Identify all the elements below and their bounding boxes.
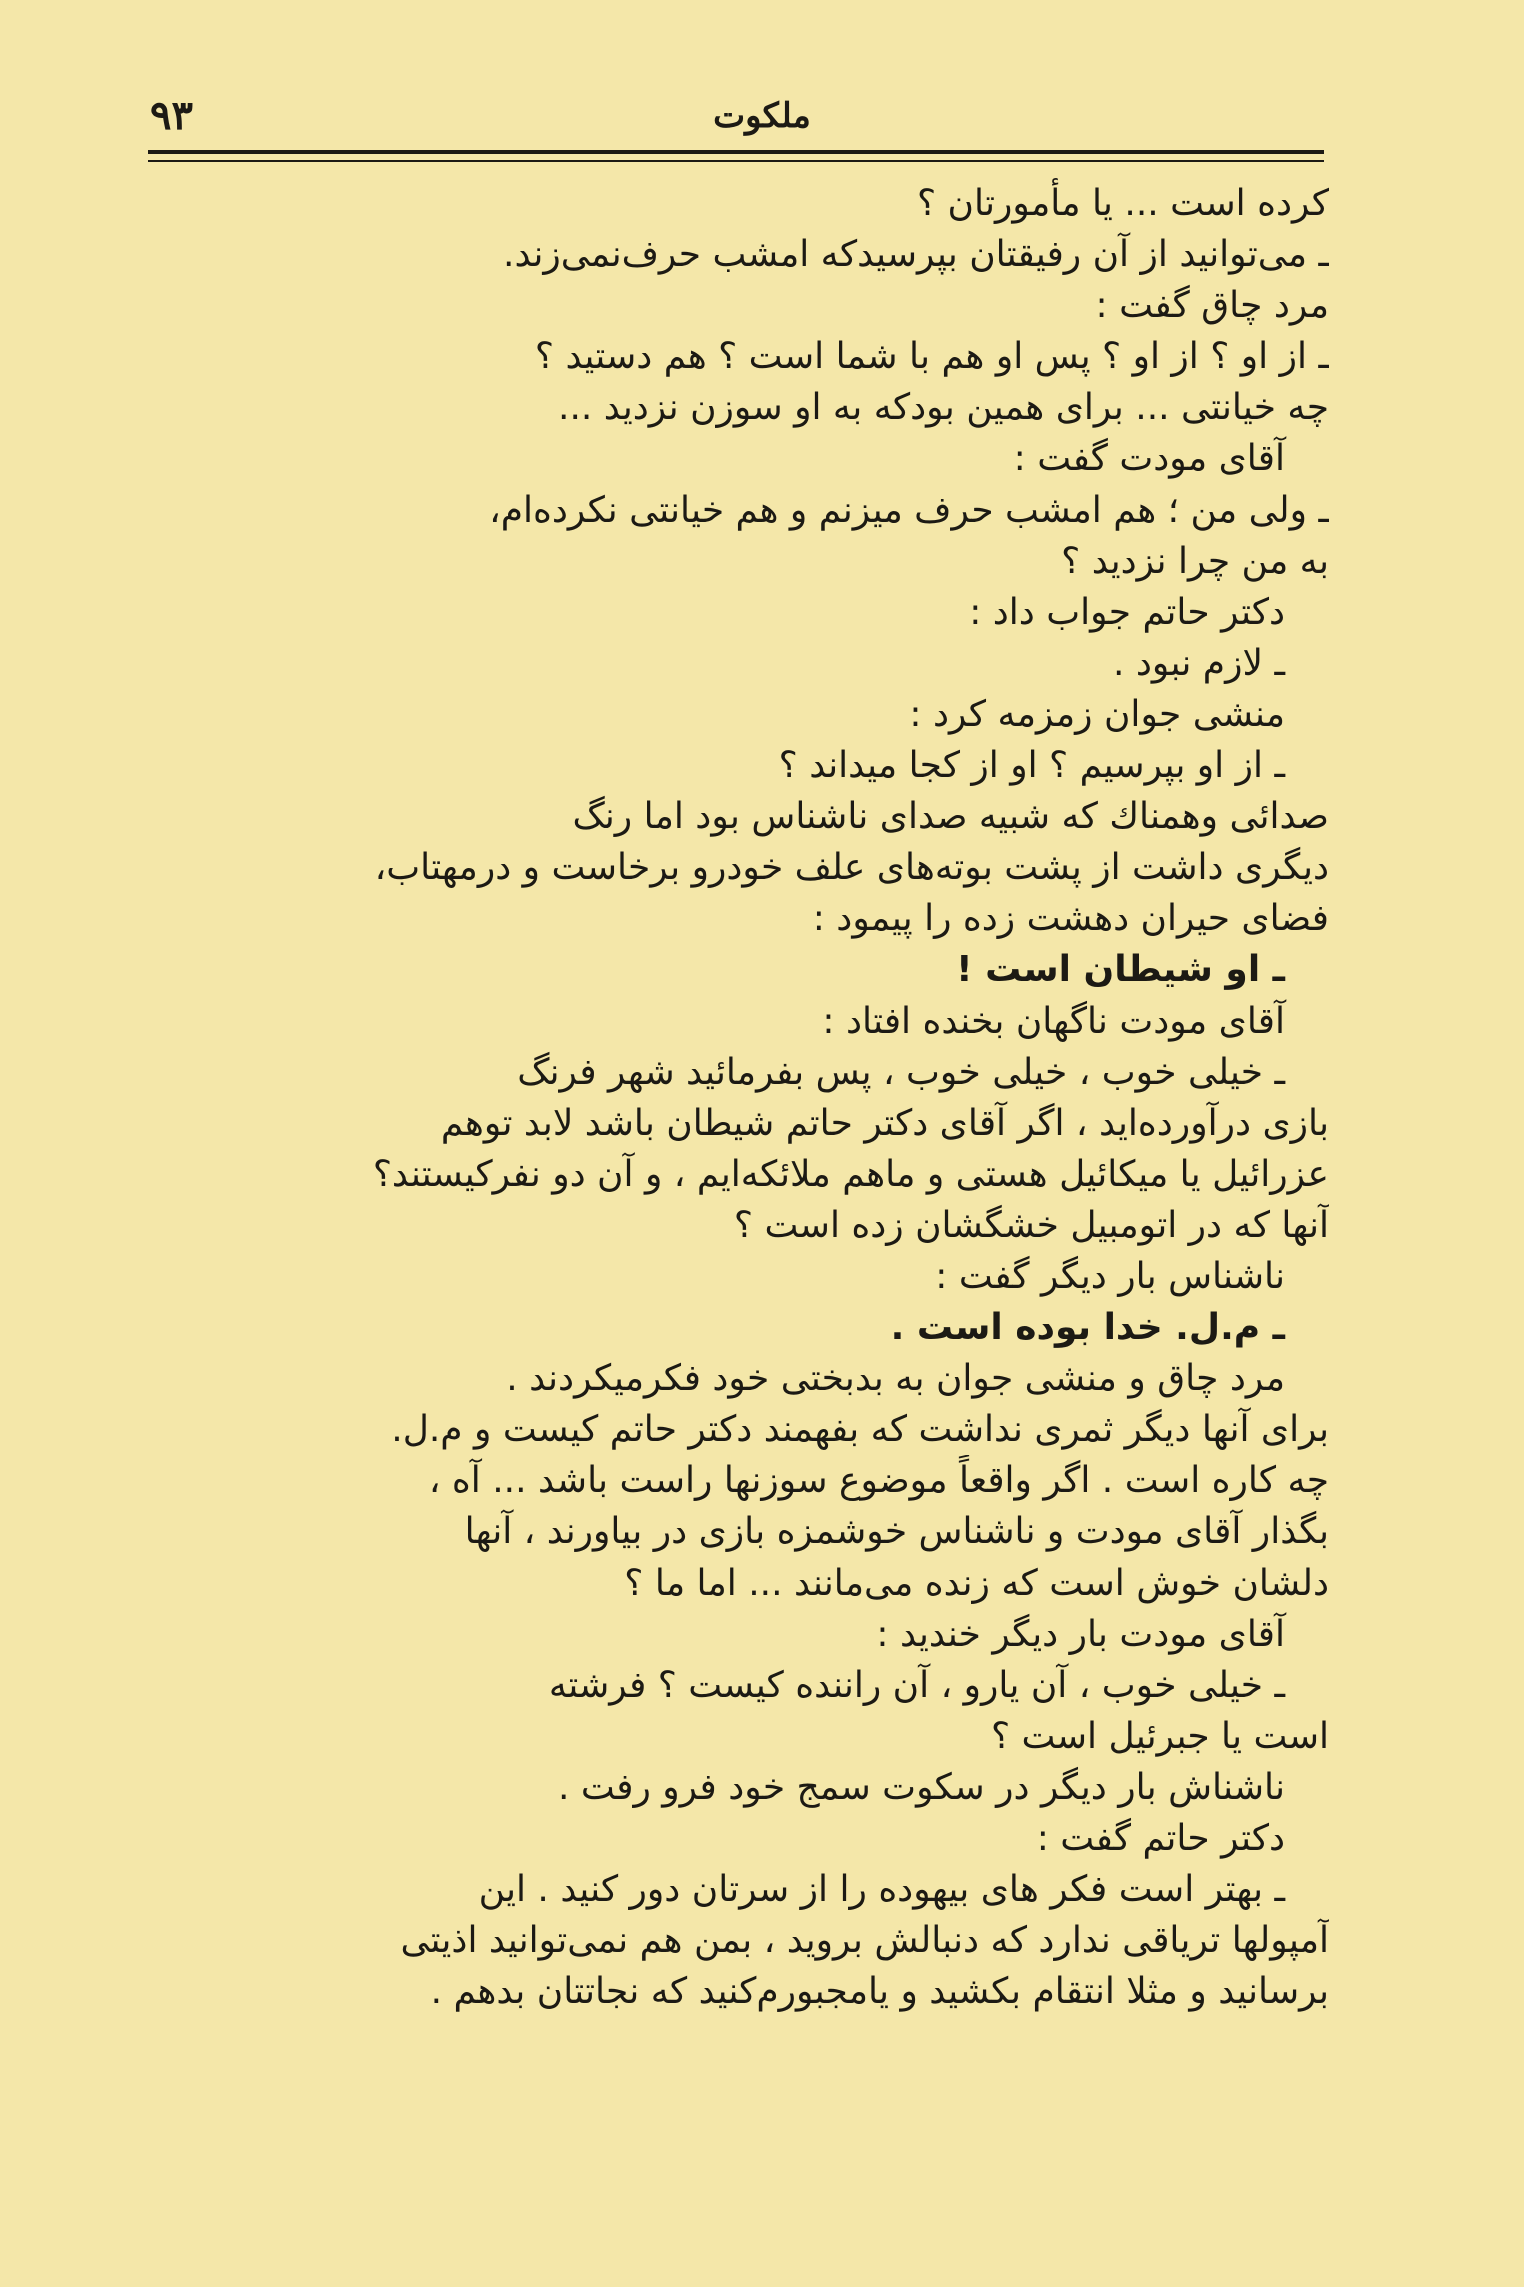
text-line: آقای مودت ناگهان بخنده افتاد :	[822, 1000, 1285, 1042]
text-line: ـ از او بپرسیم ؟ او از کجا میداند ؟	[778, 745, 1285, 787]
text-line: آقای مودت گفت :	[1013, 438, 1285, 480]
text-line: برای آنها دیگر ثمری نداشت که بفهمند دکتر حاتم کیست و م.ل.	[391, 1409, 1329, 1451]
body-text	[145, 178, 1329, 2017]
text-line: دکتر حاتم گفت :	[1036, 1818, 1285, 1859]
text-line: صدائی وهمناك که شبیه صدای ناشناس بود اما رنگ	[572, 796, 1329, 838]
text-line: ـ ولی من ؛ هم امشب حرف میزنم و هم خیانتی نکرده‌ام،	[489, 489, 1329, 531]
text-line: آمپولها تریاقی ندارد که دنبالش بروید ، بمن هم نمی‌توانید اذیتی	[400, 1920, 1329, 1962]
text-line: ـ خیلی خوب ، آن یارو ، آن راننده کیست ؟ فرشته	[548, 1664, 1285, 1706]
running-title: ملکوت	[713, 96, 811, 136]
text-line: ناشناس بار دیگر گفت :	[935, 1255, 1285, 1297]
text-line: بگذار آقای مودت و ناشناس خوشمزه بازی در بیاورند ، آنها	[464, 1511, 1329, 1553]
page-header	[140, 92, 1384, 142]
text-line: دکتر حاتم جواب داد :	[969, 591, 1285, 633]
text-line: ـ خیلی خوب ، خیلی خوب ، پس بفرمائید شهر فرنگ	[517, 1051, 1285, 1093]
text-line: ـ م.ل. خدا بوده است .	[890, 1307, 1285, 1349]
text-line: آقای مودت بار دیگر خندید :	[876, 1613, 1285, 1655]
header-rule-thick	[148, 150, 1324, 154]
text-line: ناشناش بار دیگر در سکوت سمج خود فرو رفت .	[558, 1766, 1285, 1808]
text-line: دیگری داشت از پشت بوته‌های علف خودرو برخاست و درمهتاب،	[374, 847, 1329, 889]
header-rule-thin	[148, 160, 1324, 162]
text-line: چه کاره است . اگر واقعاً موضوع سوزنها راست باشد ... آه ،	[428, 1460, 1329, 1502]
text-line: ـ از او ؟ از او ؟ پس او هم با شما است ؟ هم دستید ؟	[534, 336, 1329, 378]
text-line: ـ لازم نبود .	[1112, 642, 1285, 684]
text-line: برسانید و مثلا انتقام بکشید و یامجبورم‌کنید که نجاتتان بدهم .	[430, 1971, 1329, 2013]
text-line: منشی جوان زمزمه کرد :	[909, 693, 1285, 735]
text-line: ـ می‌توانید از آن رفیقتان بپرسیدکه امشب حرف‌نمی‌زند.	[503, 234, 1329, 276]
text-line: مرد چاق و منشی جوان به بدبختی خود فکرمیکردند .	[506, 1358, 1285, 1400]
page-number: ۹۳	[150, 92, 193, 139]
text-line: چه خیانتی ... برای همین بودکه به او سوزن نزدید ...	[558, 387, 1329, 429]
text-line: است یا جبرئیل است ؟	[990, 1715, 1329, 1757]
text-line: آنها که در اتومبیل خشگشان زده است ؟	[733, 1204, 1329, 1246]
text-line: ـ او شیطان است !	[956, 949, 1285, 991]
text-line: عزرائیل یا میکائیل هستی و ماهم ملائکه‌ایم ، و آن دو نفرکیستند؟	[372, 1153, 1329, 1195]
text-line: کرده است ... یا مأمورتان ؟	[917, 183, 1329, 224]
text-line: مرد چاق گفت :	[1095, 285, 1329, 327]
text-line: فضای حیران دهشت زده را پیمود :	[812, 898, 1329, 940]
text-line: بازی درآورده‌اید ، اگر آقای دکتر حاتم شیطان باشد لابد توهم	[440, 1102, 1329, 1144]
text-line: ـ بهتر است فکر های بیهوده را از سرتان دور کنید . این	[478, 1869, 1285, 1911]
text-line: به من چرا نزدید ؟	[1061, 540, 1329, 582]
text-line: دلشان خوش است که زنده می‌مانند ... اما ما ؟	[624, 1562, 1329, 1604]
